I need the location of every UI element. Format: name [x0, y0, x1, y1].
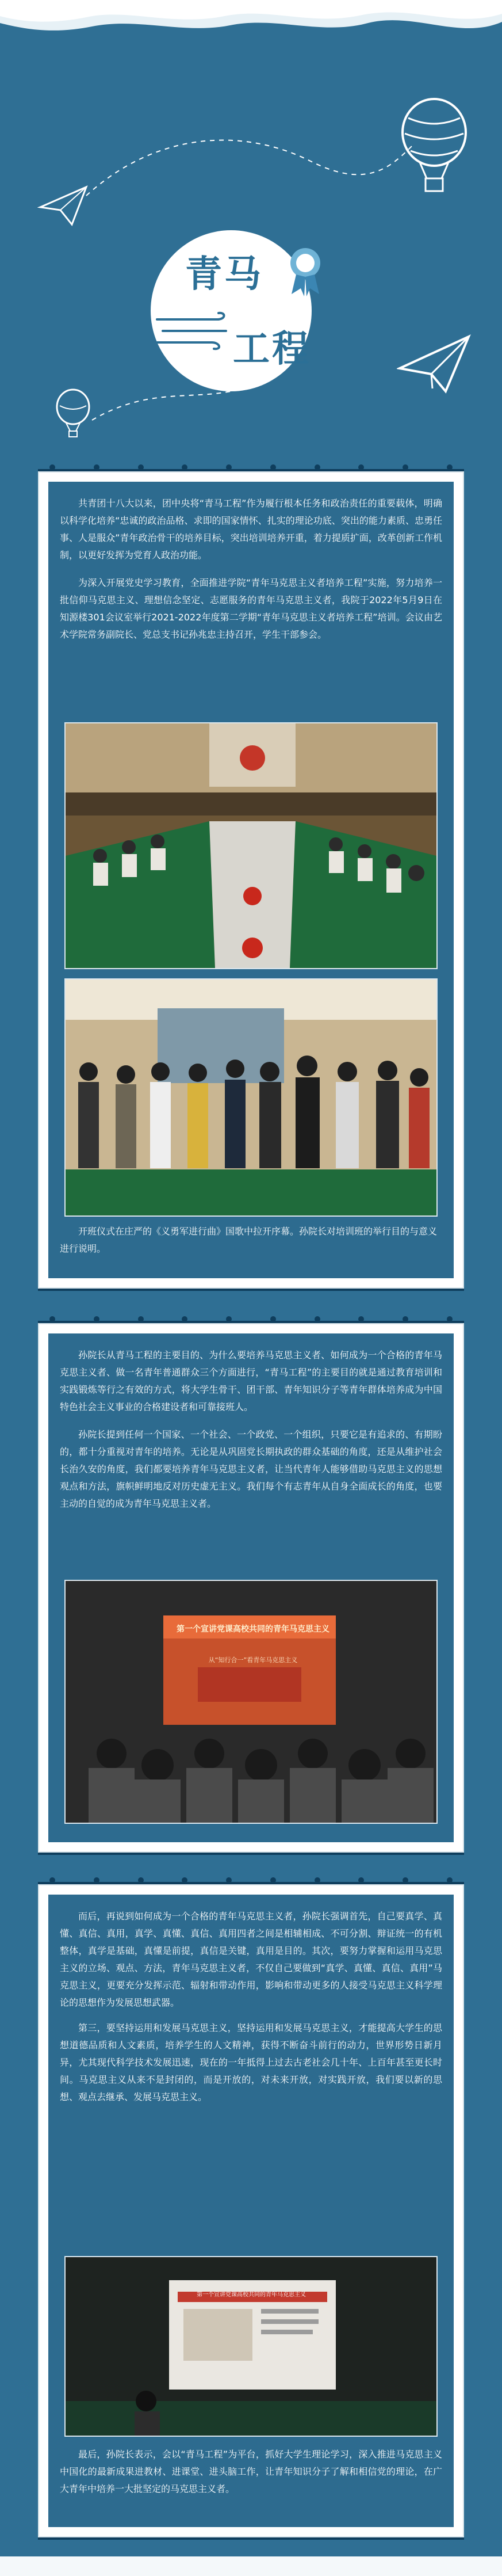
paragraph: 第三，要坚持运用和发展马克思主义，坚持运用和发展马克思主义，才能提高大学生的思想道德品质和人文素质，培养学生的人文精神，获得不断奋斗前行的动力，世界形势日新月异，尤其现代科学技术发展迅速，现在的一年抵得上过去古老社会几十年、上百年甚至更长时间。马克思主义从来不是封闭的，而是开放的，对未来开放，对实践开放，我们要以新的思想、观点去继承、发展马克思主义。: [60, 2022, 442, 2102]
page-title-line1: 青马: [185, 253, 263, 296]
paragraph: 而后，再说到如何成为一个合格的青年马克思主义者，孙院长强调首先，自己要真学、真懂、真信、真用，真学、真懂、真信、真用四者之间是相辅相成、不可分割、辩证统一的有机整体，真学是基础，真懂是前提，真信是关键，真用是目的。其次，要努力掌握和运用马克思主义的立场、观点、方法，青年马克思主义者，不仅自己要做到“真学、真懂、真信、真用”马克思主义，更要充分发挥示范、辐射和带动作用，影响和带动更多的人接受马克思主义科学理论的思想作为发展思想武器。: [60, 1911, 442, 2008]
card-rings: [38, 1316, 464, 1323]
projection-screen-title: 第一个宣讲党课高校共同的青年马克思主义: [177, 1625, 329, 1634]
paragraph: 共青团十八大以来，团中央将“青马工程”作为履行根本任务和政治责任的重要载体，明确以科学化培养“忠诚的政治品格、求即的国家情怀、扎实的理论功底、突出的能力素质、忠勇任事、人是服众”青年政治骨干的培养目标，突出培训培养开重，着力提质扩面，改革创新工作机制，以更好发挥为党育人政治功能。: [60, 498, 442, 561]
bottom-bar: [0, 2556, 502, 2576]
paragraph: 最后，孙院长表示，会以“青马工程”为平台，抓好大学生理论学习，深入推进马克思主义中国化的最新成果进教材、进课堂、进头脑工作，让青年知识分子了解和相信党的理论，在广大青年中培养一大批坚定的马克思主义者。: [60, 2449, 442, 2494]
classroom-screen-photo: [64, 2256, 438, 2437]
lecture-projection-photo: [64, 1580, 438, 1824]
wind-lines-decoration: [154, 311, 235, 351]
paragraph: 为深入开展党史学习教育，全面推进学院“青年马克思主义者培养工程”实施，努力培养一批信仰马克思主义、理想信念坚定、志愿服务的青年马克思主义者，我院于2022年5月9日在知源楼301会议室举行2021-2022年度第二学期“青年马克思主义者培养工程”培训。会议由艺术学院常务副院长、党总支书记孙兆忠主持召开，学生干部参会。: [60, 577, 442, 640]
section-2-text: [60, 1347, 442, 1512]
card-rings: [38, 1877, 464, 1884]
award-ribbon-icon: [285, 245, 326, 296]
projection-slide-title: 第一个宣讲党课高校共同的青年马克思主义: [197, 2292, 306, 2298]
projection-screen-subtitle: 从“知行合一”看青年马克思主义: [208, 1656, 298, 1664]
section-3-text: [60, 1908, 442, 2106]
page-title-line2: 工程: [233, 328, 311, 371]
closing-paragraph: [60, 2446, 442, 2498]
section-1-text: [60, 495, 442, 643]
students-standing-photo: [64, 978, 438, 1217]
meeting-room-photo: [64, 722, 438, 969]
paragraph: 孙院长提到任何一个国家、一个社会、一个政党、一个组织，只要它是有追求的、有期盼的，都十分重视对青年的培养。无论是从巩固党长期执政的群众基础的角度，还是从维护社会长治久安的角度，我们都要培养青年马克思主义者，让当代青年人能够借助马克思主义的思想观点和方法，旗帜鲜明地反对历史虚无主义。我们每个有志青年从自身全面成长的角度，也要主动的自觉的成为青年马克思主义者。: [60, 1429, 442, 1509]
card-rings: [38, 464, 464, 471]
photo-caption: 开班仪式在庄严的《义勇军进行曲》国歌中拉开序幕。孙院长对培训班的举行目的与意义进行说明。: [60, 1226, 438, 1254]
top-wave-decoration: [0, 0, 502, 46]
paragraph: 孙院长从青马工程的主要目的、为什么要培养马克思主义者、如何成为一个合格的青年马克思主义者、做一名青年普通群众三个方面进行，“青马工程”的主要目的就是通过教育培训和实践锻炼等行之有效的方式，将大学生骨干、团干部、青年知识分子等青年群体培养成为中国特色社会主义事业的合格建设者和可靠接班人。: [60, 1350, 442, 1412]
hero-header: [0, 40, 502, 466]
